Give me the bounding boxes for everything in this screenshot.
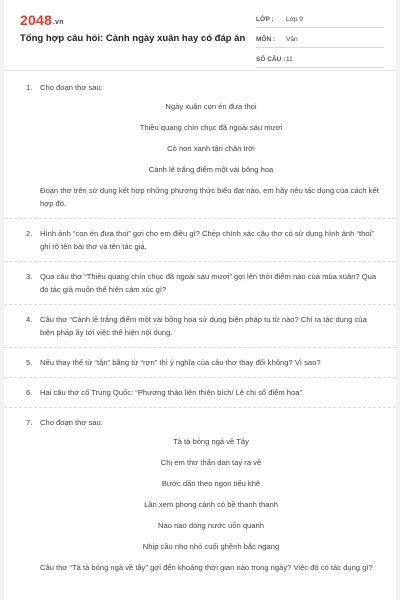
poem-line: Lần xem phong cảnh có bề thanh thanh — [144, 500, 278, 509]
poem-line: Cành lê trắng điểm một vài bông hoa — [148, 165, 274, 174]
divider — [4, 347, 396, 348]
meta-label: SỐ CÂU : — [256, 56, 286, 63]
meta-label: MÔN : — [256, 36, 276, 43]
poem-line: Cỏ non xanh tận chân trời — [167, 144, 255, 153]
document-page — [4, 0, 396, 600]
page-title: Tổng hợp câu hỏi: Cảnh ngày xuân hay có đáp án — [20, 33, 246, 44]
question-item — [26, 227, 382, 253]
meta-info — [256, 12, 384, 72]
poem-line: Tà tà bóng ngả về Tây — [173, 437, 249, 446]
meta-value: Văn — [286, 36, 298, 43]
poem-line: Thiều quang chín chục đã ngoài sáu mươi — [139, 123, 283, 132]
poem-line: Chị em thơ thẩn dan tay ra về — [160, 458, 262, 467]
question-text: Hình ảnh “con én đưa thoi” gợi cho em điều gì? Chép chính xác câu thơ có sử dụng hình ảnh “thoi” ghi rõ tên bài thơ và tên tác giả. — [40, 229, 374, 251]
question-text: Câu thơ “Cành lê trắng điểm một vài bông hoa sử dụng biện pháp tu từ nào? Chỉ ra tác dụng của biện pháp ấy tới việc thể hiện nội dung. — [40, 315, 367, 337]
divider — [4, 218, 396, 219]
question-text: Nếu thay thế từ “tận” bằng từ “rợn” thì ý nghĩa của câu thơ thay đổi không? Vì sao? — [40, 358, 321, 367]
poem-line: Nao nao dòng nước uốn quanh — [158, 521, 264, 530]
logo-suffix: .vn — [52, 19, 64, 26]
meta-row-subject — [256, 32, 384, 48]
question-text: Câu thơ “Tà tà bóng ngả về tây” gợi đến khoảng thời gian nào trong ngày? Việc đó có tác dụng gì? — [40, 563, 373, 572]
question-list — [4, 71, 396, 574]
question-item — [26, 81, 382, 210]
meta-label: LỚP : — [256, 16, 274, 23]
question-number: 2. — [26, 229, 33, 238]
question-item — [26, 270, 382, 296]
meta-value: Lớp 9 — [286, 16, 303, 23]
divider — [4, 377, 396, 378]
poem-line: Nhịp cầu nho nhỏ cuối ghềnh bắc ngang — [142, 542, 280, 551]
question-number: 3. — [26, 272, 33, 281]
question-text: Đoạn thơ trên sử dụng kết hợp những phương thức biểu đạt nào, em hãy nêu tác dụng của cách kết hợp đó. — [40, 186, 379, 208]
poem-line: Ngày xuân con én đưa thoi — [165, 102, 257, 111]
question-item — [26, 416, 382, 574]
meta-value: 11 — [286, 56, 293, 63]
logo-text: 2048 — [20, 12, 52, 28]
poem-line: Bước dần theo ngọn tiểu khê — [161, 479, 261, 488]
question-number: 6. — [26, 388, 33, 397]
question-number: 5. — [26, 358, 33, 367]
meta-row-count — [256, 52, 384, 68]
question-intro: Cho đoạn thơ sau: — [40, 418, 103, 427]
meta-row-class — [256, 12, 384, 28]
site-logo[interactable] — [20, 12, 64, 28]
question-number: 1. — [26, 83, 33, 92]
question-number: 4. — [26, 315, 33, 324]
question-item — [26, 386, 382, 399]
document-header — [4, 0, 396, 71]
question-text: Qua câu thơ “Thiều quang chín chục đã ngoài sáu mươi” gợi lên thời điểm nào của mùa xuân? Qua đó tác giả muốn thể hiện cảm xúc gì? — [40, 272, 377, 294]
poem-block — [40, 100, 382, 176]
divider — [4, 261, 396, 262]
poem-block — [40, 435, 382, 553]
divider — [4, 304, 396, 305]
question-item — [26, 356, 382, 369]
question-item — [26, 313, 382, 339]
question-text: Hai câu thơ cổ Trung Quốc: “Phương thảo liên thiên bích/ Lê chi sổ điểm hoa”. — [40, 388, 305, 397]
question-number: 7. — [26, 418, 33, 427]
divider — [4, 407, 396, 408]
question-intro: Cho đoạn thơ sau: — [40, 83, 103, 92]
